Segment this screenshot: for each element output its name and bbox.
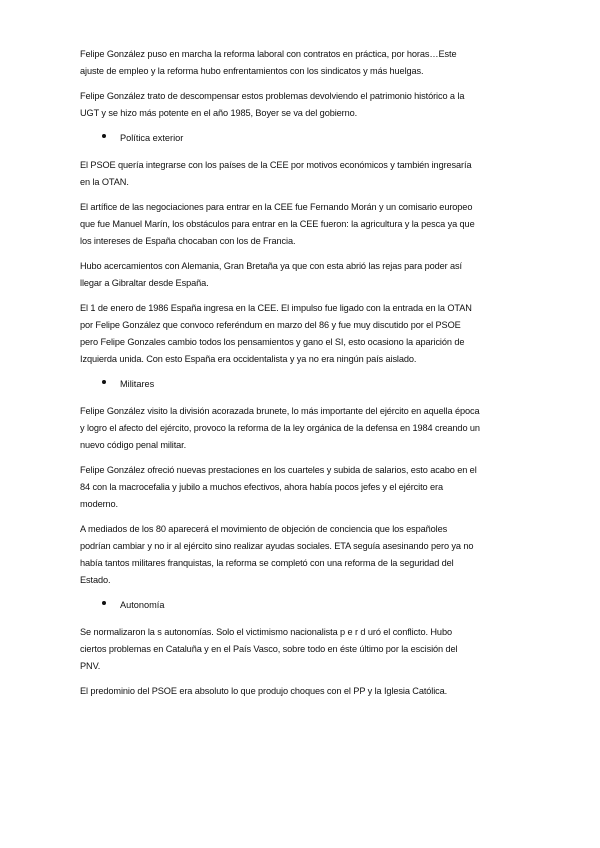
paragraph: Felipe González trato de descompensar estos problemas devolviendo el patrimonio histórico a la UGT y se hizo más potente en el año 1985, Boyer se va del gobierno.: [80, 91, 465, 118]
bullet-icon: [102, 134, 106, 138]
paragraph: El artífice de las negociaciones para entrar en la CEE fue Fernando Morán y un comisario europeo que fue Manuel Marín, los obstáculos para entrar en la CEE fueron: la agricultura y la pesca ya que los intereses de España chocaban con los de Francia.: [80, 202, 475, 246]
paragraph: Se normalizaron la s autonomías. Solo el victimismo nacionalista p e r d uró el conflicto. Hubo ciertos problemas en Cataluña y en el País Vasco, sobre todo en éste último por la escisión del PNV.: [80, 627, 458, 671]
bullet-item-autonomia: [80, 597, 480, 614]
paragraph: El predominio del PSOE era absoluto lo que produjo choques con el PP y la Iglesia Católica.: [80, 686, 448, 696]
bullet-label: Militares: [120, 379, 155, 389]
bullet-item-militares: [80, 376, 480, 393]
paragraph: Felipe González visito la división acorazada brunete, lo más importante del ejército en aquella época y logro el afecto del ejército, provoco la reforma de la ley orgánica de la defensa en 1984 creando un nuevo código penal militar.: [80, 406, 480, 450]
paragraph: El PSOE quería integrarse con los países de la CEE por motivos económicos y también ingresaría en la OTAN.: [80, 160, 472, 187]
paragraph: Felipe González puso en marcha la reforma laboral con contratos en práctica, por horas…Este ajuste de empleo y la reforma hubo enfrentamientos con los sindicatos y más huelgas.: [80, 49, 457, 76]
paragraph: El 1 de enero de 1986 España ingresa en la CEE. El impulso fue ligado con la entrada en la OTAN por Felipe González que convoco referéndum en marzo del 86 y fue muy discutido por el PSOE pero Felipe Gonzales cambio todos los pensamientos y gano el SI, esto ocasiono la aparición de Izquierda unida. Con esto España era occidentalista y ya no era ningún país aislado.: [80, 303, 472, 364]
bullet-icon: [102, 380, 106, 384]
paragraph: A mediados de los 80 aparecerá el movimiento de objeción de conciencia que los españoles podrían cambiar y no ir al ejército sino realizar ayudas sociales. ETA seguía asesinando pero ya no había tantos militares franquistas, la reforma se completó con una reforma de la seguridad del Estado.: [80, 524, 474, 585]
paragraph: Hubo acercamientos con Alemania, Gran Bretaña ya que con esta abrió las rejas para poder así llegar a Gibraltar desde España.: [80, 261, 463, 288]
paragraph: Felipe González ofreció nuevas prestaciones en los cuarteles y subida de salarios, esto acabo en el 84 con la macrocefalia y jubilo a muchos efectivos, ahora había pocos jefes y el ejército era moderno.: [80, 465, 477, 509]
bullet-label: Política exterior: [120, 133, 184, 143]
bullet-label: Autonomía: [120, 600, 165, 610]
bullet-item-politica-exterior: [80, 130, 480, 147]
document-body: [80, 46, 480, 708]
bullet-icon: [102, 601, 106, 605]
